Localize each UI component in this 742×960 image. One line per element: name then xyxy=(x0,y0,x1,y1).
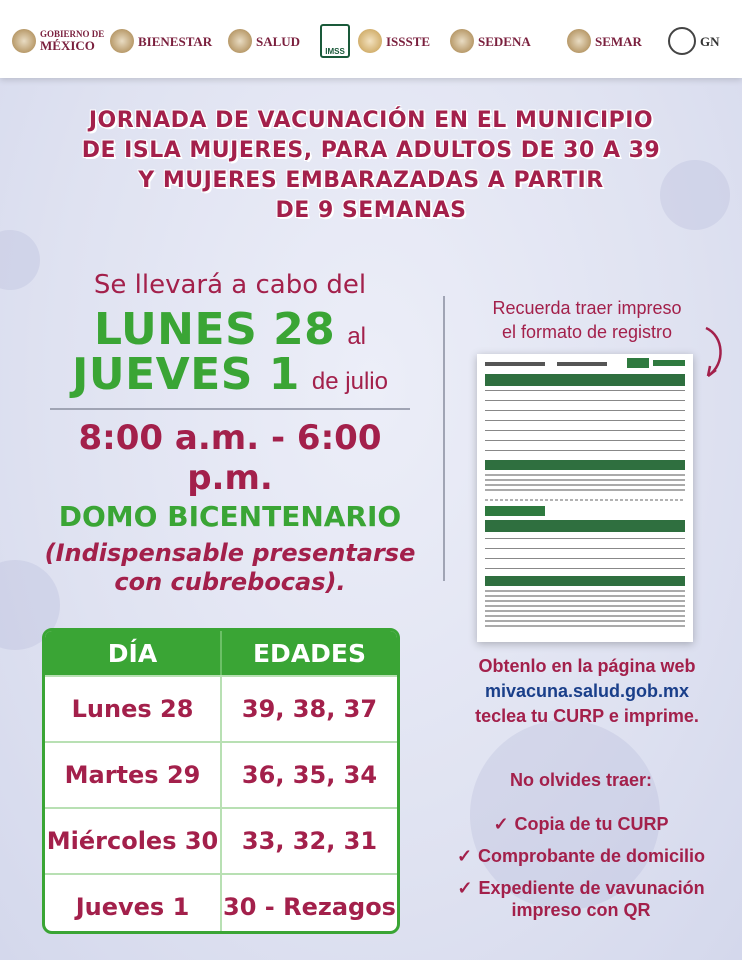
start-date-small: al xyxy=(347,323,366,350)
registration-url: mivacuna.salud.gob.mx xyxy=(484,681,690,701)
bring-checklist xyxy=(436,770,726,921)
obtain-line: Obtenlo en la página web xyxy=(478,656,696,676)
checklist-label: impreso con QR xyxy=(511,900,651,920)
logo-gn xyxy=(668,24,720,58)
header-logo-bar xyxy=(0,0,742,78)
remember-line: Recuerda traer impreso xyxy=(492,298,682,318)
column-header-day: DÍA xyxy=(107,638,158,668)
checklist-item xyxy=(436,877,726,921)
checklist-item xyxy=(436,813,726,835)
logo-label: BIENESTAR xyxy=(138,33,213,49)
checklist-label: Comprobante de domicilio xyxy=(478,846,706,866)
note-line: (Indispensable presentarse xyxy=(44,539,416,567)
logo-imss xyxy=(320,24,350,58)
seal-icon xyxy=(12,29,36,53)
note-line: con cubrebocas). xyxy=(114,568,346,596)
event-hours: 8:00 a.m. - 6:00 p.m. xyxy=(78,418,382,498)
logo-gobierno-de-mexico xyxy=(12,24,104,58)
row-day: Miércoles 30 xyxy=(46,827,219,855)
checklist-item xyxy=(436,845,726,867)
reminder xyxy=(452,296,722,344)
table-row xyxy=(45,807,397,873)
row-day: Jueves 1 xyxy=(75,893,190,921)
table-row xyxy=(45,675,397,741)
gn-emblem-icon xyxy=(668,27,696,55)
table-row xyxy=(45,873,397,934)
logo-bienestar xyxy=(110,24,212,58)
logo-label: ISSSTE xyxy=(386,33,431,49)
row-day: Martes 29 xyxy=(64,761,201,789)
schedule-table xyxy=(42,628,400,934)
logo-label: SEMAR xyxy=(595,33,642,49)
seal-icon xyxy=(228,29,252,53)
end-date-big: JUEVES 1 xyxy=(72,349,300,400)
event-intro: Se llevará a cabo del xyxy=(93,270,367,300)
logo-label: GOBIERNO DE xyxy=(40,29,105,39)
logo-label: SALUD xyxy=(256,33,301,49)
headline-line: JORNADA DE VACUNACIÓN EN EL MUNICIPIO xyxy=(88,108,654,133)
event-note xyxy=(30,539,430,597)
checklist-label: Copia de tu CURP xyxy=(514,814,669,834)
event-details xyxy=(30,270,430,597)
checkmark-icon: ✓ xyxy=(456,846,473,866)
logo-label: GN xyxy=(700,33,720,49)
start-date-big: LUNES 28 xyxy=(93,304,336,355)
logo-label: MÉXICO xyxy=(40,38,95,53)
logo-label: IMSS xyxy=(325,47,345,56)
seal-icon xyxy=(567,29,591,53)
event-venue: DOMO BICENTENARIO xyxy=(58,500,402,533)
logo-sedena xyxy=(450,24,531,58)
row-ages: 30 - Rezagos xyxy=(220,875,397,934)
headline xyxy=(30,106,712,226)
logo-semar xyxy=(567,24,642,58)
headline-line: DE 9 SEMANAS xyxy=(275,198,467,223)
checkmark-icon: ✓ xyxy=(493,814,509,834)
logo-salud xyxy=(228,24,300,58)
end-date xyxy=(30,349,430,400)
obtain-line: teclea tu CURP e imprime. xyxy=(475,706,699,726)
start-date xyxy=(30,304,430,355)
remember-text xyxy=(452,296,722,344)
row-day: Lunes 28 xyxy=(71,695,194,723)
obtain-info xyxy=(452,654,722,729)
logo-label: SEDENA xyxy=(478,33,531,49)
seal-icon xyxy=(110,29,134,53)
vertical-divider xyxy=(443,296,445,581)
headline-line: Y MUJERES EMBARAZADAS A PARTIR xyxy=(138,168,604,193)
curved-arrow-icon xyxy=(700,326,730,382)
column-header-ages: EDADES xyxy=(220,631,397,675)
row-ages: 39, 38, 37 xyxy=(220,677,397,741)
checkmark-icon: ✓ xyxy=(457,878,473,898)
headline-line: DE ISLA MUJERES, PARA ADULTOS DE 30 A 39 xyxy=(81,138,661,163)
checklist-label: Expediente de vavunación xyxy=(478,878,705,898)
divider xyxy=(50,408,410,410)
table-row xyxy=(45,741,397,807)
end-date-small: de julio xyxy=(311,368,388,395)
seal-icon xyxy=(450,29,474,53)
remember-line: el formato de registro xyxy=(501,322,673,342)
registration-form-image xyxy=(477,354,693,642)
schedule-header xyxy=(45,631,397,675)
row-ages: 33, 32, 31 xyxy=(220,809,397,873)
logo-issste xyxy=(358,24,430,58)
form-document-icon xyxy=(477,354,693,642)
bring-title: No olvides traer: xyxy=(509,770,653,790)
seal-icon xyxy=(358,29,382,53)
row-ages: 36, 35, 34 xyxy=(220,743,397,807)
